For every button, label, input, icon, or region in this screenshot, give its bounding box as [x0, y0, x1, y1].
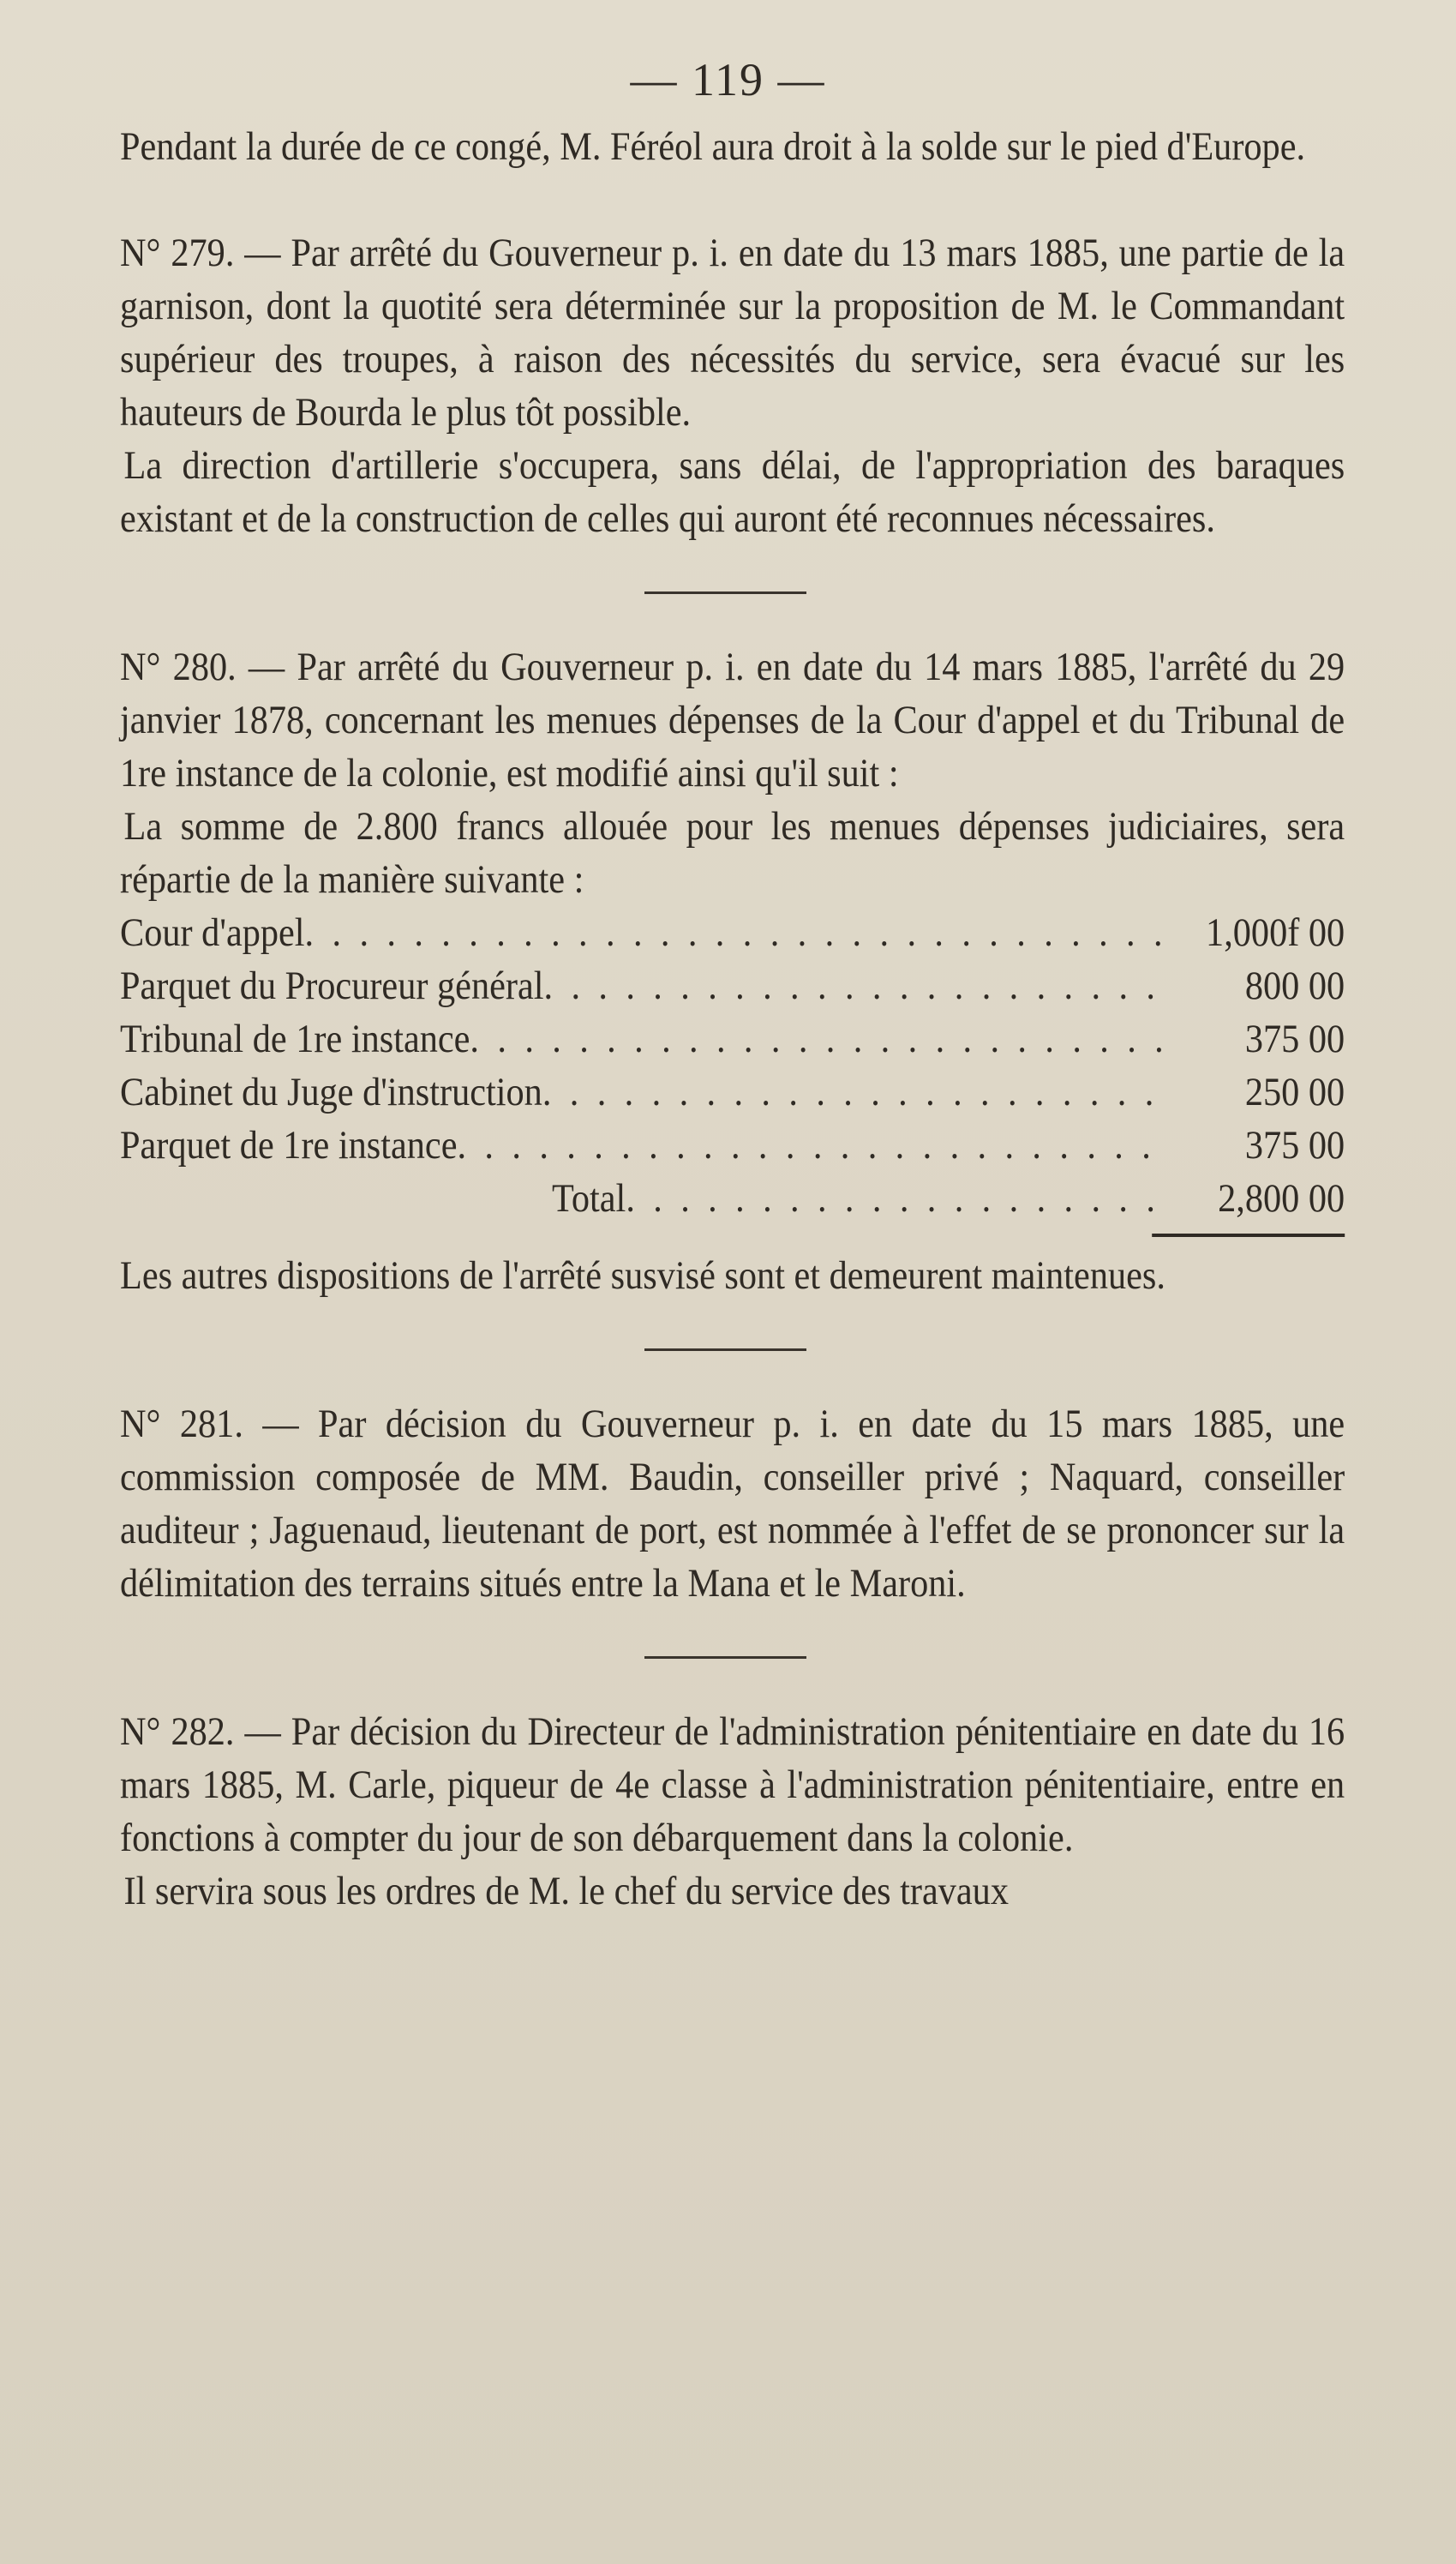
expense-amount: 250 00: [1244, 1070, 1345, 1114]
expense-amount: 375 00: [1244, 1123, 1345, 1168]
article-279-paragraph-2: La direction d'artillerie s'occupera, sans délai, de l'appropriation des baraques existant et de la construction de celles qui auront été reconnues nécessaires.: [120, 443, 1345, 541]
total-underline: [1152, 1234, 1345, 1237]
leader-dots: [305, 906, 1168, 959]
expense-label: Parquet de 1re instance: [120, 1123, 458, 1168]
expense-label: Tribunal de 1re instance: [120, 1017, 470, 1061]
section-divider: [644, 1348, 806, 1351]
leader-dots: [543, 959, 1167, 1012]
expense-label: Parquet du Procureur général: [120, 964, 544, 1008]
article-279: N° 279. — Par arrêté du Gouverneur p. i. en date du 13 mars 1885, une partie de la garnison, dont la quotité sera déterminée sur la proposition de M. le Commandant supérieur des troupes, à raison des nécessités du service, sera évacué sur les hauteurs de Bourda le plus tôt possible.: [120, 231, 1345, 435]
expense-label: Cour d'appel: [120, 910, 305, 955]
total-label: Total: [552, 1176, 626, 1221]
page-number: — 119 —: [630, 54, 826, 105]
expense-total-row: [120, 1172, 1345, 1225]
expense-row: [120, 1012, 1345, 1066]
total-amount: 2,800 00: [1218, 1176, 1345, 1221]
article-280-paragraph-3: Les autres dispositions de l'arrêté susvisé sont et demeurent maintenues.: [120, 1253, 1165, 1298]
expense-row: [120, 906, 1345, 959]
article-280-paragraph-2: La somme de 2.800 francs allouée pour les menues dépenses judiciaires, sera répartie de la manière suivante :: [120, 804, 1345, 902]
article-281: N° 281. — Par décision du Gouverneur p. i. en date du 15 mars 1885, une commission composée de MM. Baudin, conseiller privé ; Naquard, conseiller auditeur ; Jaguenaud, lieutenant de port, est nommée à l'effet de se prononcer sur la délimitation des terrains situés entre la Mana et le Maroni.: [120, 1402, 1345, 1606]
expense-amount: 375 00: [1244, 1017, 1345, 1061]
expense-row: [120, 959, 1345, 1012]
expense-amount: 1,000f 00: [1206, 910, 1345, 955]
article-282-paragraph-2: Il servira sous les ordres de M. le chef du service des travaux: [123, 1869, 1009, 1913]
leader-dots: [542, 1066, 1167, 1119]
article-282: N° 282. — Par décision du Directeur de l'administration pénitentiaire en date du 16 mars 1885, M. Carle, piqueur de 4e classe à l'administration pénitentiaire, entre en fonctions à compter du jour de son débarquement dans la colonie.: [120, 1709, 1345, 1860]
leader-dots: [626, 1172, 1167, 1225]
page-body: [120, 120, 1345, 1918]
section-divider: [644, 591, 806, 594]
expense-row: [120, 1066, 1345, 1119]
leader-dots: [470, 1012, 1167, 1066]
expense-amount: 800 00: [1244, 964, 1345, 1008]
leader-dots: [457, 1119, 1167, 1172]
intro-paragraph: Pendant la durée de ce congé, M. Féréol aura droit à la solde sur le pied d'Europe.: [120, 124, 1306, 169]
expense-row: [120, 1119, 1345, 1172]
section-divider: [644, 1656, 806, 1659]
article-280: N° 280. — Par arrêté du Gouverneur p. i. en date du 14 mars 1885, l'arrêté du 29 janvier 1878, concernant les menues dépenses de la Cour d'appel et du Tribunal de 1re instance de la colonie, est modifié ainsi qu'il suit :: [120, 645, 1345, 796]
expense-label: Cabinet du Juge d'instruction: [120, 1070, 542, 1114]
